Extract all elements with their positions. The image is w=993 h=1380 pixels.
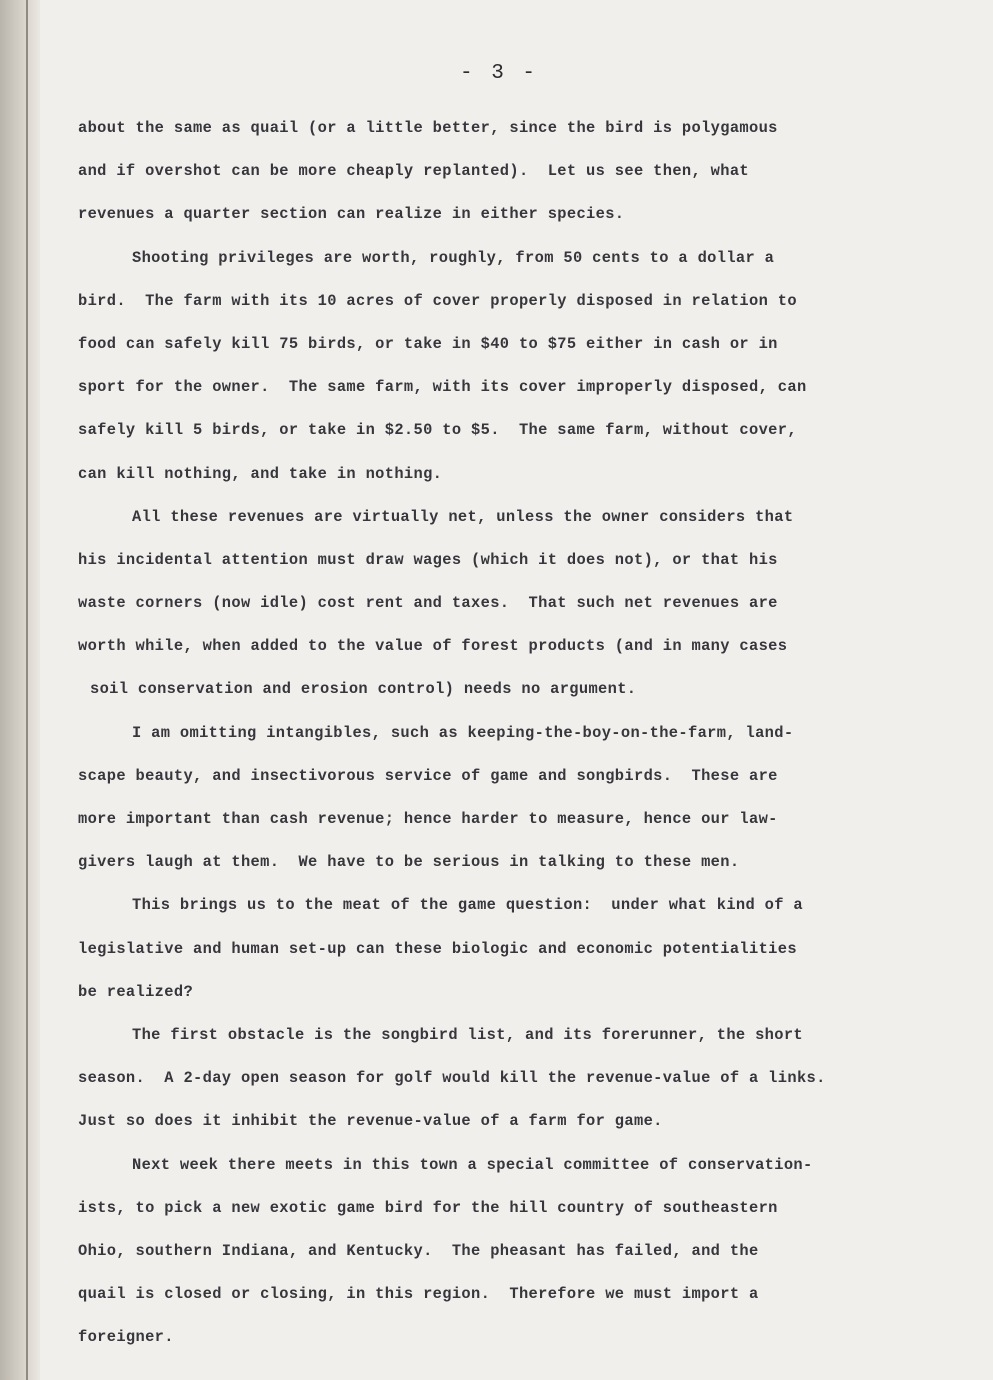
text-line: more important than cash revenue; hence harder to measure, hence our law- <box>78 810 778 828</box>
binding-edge <box>0 0 40 1380</box>
text-line: givers laugh at them. We have to be serious in talking to these men. <box>78 853 740 872</box>
binding-line <box>26 0 28 1380</box>
text-line: his incidental attention must draw wages (which it does not), or that his <box>78 550 778 569</box>
text-line: safely kill 5 birds, or take in $2.50 to $5. The same farm, without cover, <box>78 421 797 440</box>
text-line: bird. The farm with its 10 acres of cover properly disposed in relation to <box>78 291 797 310</box>
paragraph-first-line: Shooting privileges are worth, roughly, from 50 cents to a dollar a <box>132 248 775 267</box>
text-line: revenues a quarter section can realize in either species. <box>78 205 625 224</box>
text-line: be realized? <box>78 982 194 1001</box>
paragraph-first-line: I am omitting intangibles, such as keeping-the-boy-on-the-farm, land- <box>132 723 794 742</box>
text-line: Just so does it inhibit the revenue-value of a farm for game. <box>78 1112 663 1131</box>
text-line: scape beauty, and insectivorous service of game and songbirds. These are <box>78 766 778 785</box>
text-line: sport for the owner. The same farm, with its cover improperly disposed, can <box>78 378 807 397</box>
body-text <box>78 107 958 1359</box>
paragraph-first-line: Next week there meets in this town a special committee of conservation- <box>132 1155 813 1174</box>
text-line: worth while, when added to the value of forest products (and in many cases <box>78 637 788 656</box>
text-line: soil conservation and erosion control) needs no argument. <box>90 680 637 699</box>
text-line: and if overshot can be more cheaply replanted). Let us see then, what <box>78 162 750 181</box>
text-line: season. A 2-day open season for golf would kill the revenue-value of a links. <box>78 1069 826 1088</box>
paragraph-first-line: This brings us to the meat of the game question: under what kind of a <box>132 896 804 915</box>
text-line: foreigner. <box>78 1328 174 1347</box>
text-line: ists, to pick a new exotic game bird for the hill country of southeastern <box>78 1198 778 1217</box>
text-line: can kill nothing, and take in nothing. <box>78 464 443 483</box>
page-number: - 3 - <box>460 62 539 85</box>
paragraph-first-line: The first obstacle is the songbird list, and its forerunner, the short <box>132 1025 804 1044</box>
text-line: legislative and human set-up can these biologic and economic potentialities <box>78 939 797 958</box>
text-line: about the same as quail (or a little better, since the bird is polygamous <box>78 119 778 137</box>
paragraph-first-line: All these revenues are virtually net, unless the owner considers that <box>132 507 794 526</box>
text-line: waste corners (now idle) cost rent and taxes. That such net revenues are <box>78 594 778 613</box>
text-line: Ohio, southern Indiana, and Kentucky. The pheasant has failed, and the <box>78 1241 759 1260</box>
text-line: quail is closed or closing, in this region. Therefore we must import a <box>78 1285 759 1304</box>
text-line: food can safely kill 75 birds, or take in $40 to $75 either in cash or in <box>78 334 778 353</box>
typewritten-page <box>40 0 993 1380</box>
